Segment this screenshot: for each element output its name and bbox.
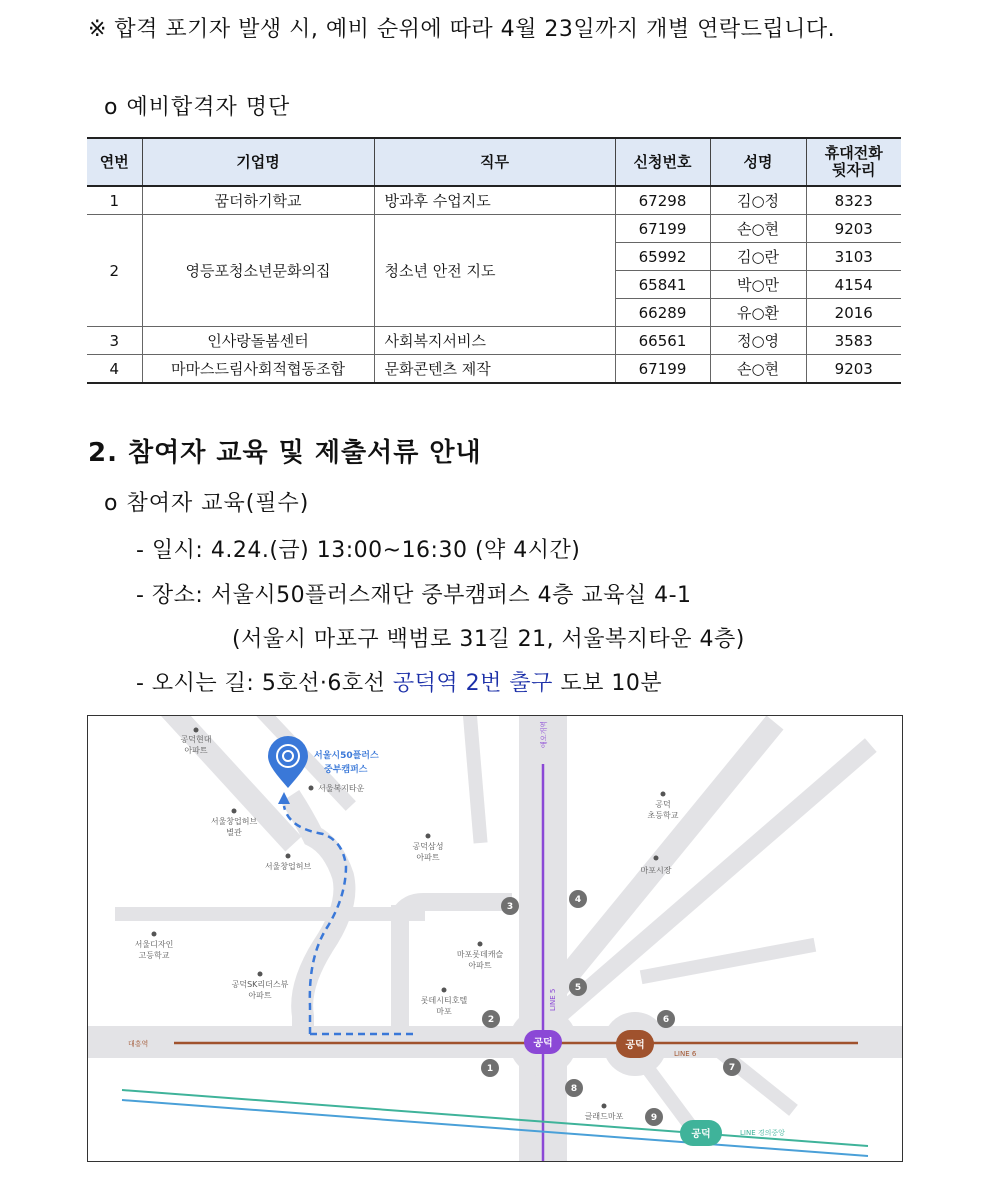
cell-phone: 3583 <box>806 327 901 355</box>
exit-5-marker <box>569 978 587 996</box>
welfare-town-label: 서울복지타운 <box>318 784 365 793</box>
samsung-label-1: 공덕삼성 <box>412 842 444 851</box>
exit-8-marker <box>565 1079 583 1097</box>
location-map <box>87 715 903 1162</box>
cell-app-no: 65841 <box>615 271 710 299</box>
exit-2-marker <box>482 1010 500 1028</box>
cell-phone: 4154 <box>806 271 901 299</box>
col-header-company: 기업명 <box>142 138 374 186</box>
glad-mapo-label: 글래드마포 <box>584 1112 624 1121</box>
svg-text:4: 4 <box>574 895 582 905</box>
line5-top-label: 애오개역 <box>540 720 548 748</box>
col-header-no: 연번 <box>87 138 142 186</box>
exit-1-marker <box>481 1059 499 1077</box>
cell-app-no: 65992 <box>615 243 710 271</box>
cell-name: 김○정 <box>710 186 806 215</box>
svg-text:2: 2 <box>487 1015 495 1025</box>
exit-9-marker <box>645 1108 663 1126</box>
cell-name: 박○만 <box>710 271 806 299</box>
cell-job: 방과후 수업지도 <box>374 186 615 215</box>
cell-phone: 9203 <box>806 355 901 384</box>
station-line6-label: 공덕 <box>625 1040 645 1051</box>
cell-phone: 2016 <box>806 299 901 327</box>
lotte-hotel-label-1: 롯데시티호텔 <box>420 996 468 1005</box>
svg-text:1: 1 <box>486 1064 494 1074</box>
table-row <box>87 327 901 355</box>
svg-text:3: 3 <box>506 902 514 912</box>
cell-company: 인사랑돌봄센터 <box>142 327 374 355</box>
hub-label: 서울창업허브 <box>264 862 312 871</box>
cell-no: 4 <box>87 355 142 384</box>
route-prefix: - 오시는 길: 5호선·6호선 <box>136 671 393 696</box>
hyundai-label-2: 아파트 <box>184 746 208 755</box>
exit-4-marker <box>569 890 587 908</box>
school-label-2: 초등학교 <box>647 811 679 820</box>
cell-name: 손○현 <box>710 355 806 384</box>
table-row <box>87 215 901 243</box>
station-line5 <box>524 1030 562 1054</box>
gyeongui-track <box>122 1090 868 1146</box>
cell-name: 김○란 <box>710 243 806 271</box>
education-route <box>136 666 662 697</box>
map-roads <box>88 716 902 1161</box>
cell-name: 정○영 <box>710 327 806 355</box>
destination-label-2: 중부캠퍼스 <box>324 765 368 775</box>
cell-phone: 8323 <box>806 186 901 215</box>
col-header-name: 성명 <box>710 138 806 186</box>
exit-7-marker <box>723 1058 741 1076</box>
svg-text:9: 9 <box>650 1113 658 1123</box>
station-line6 <box>616 1030 654 1058</box>
gyeongui-label: LINE 경의중앙 <box>740 1129 785 1137</box>
education-subtitle: o 참여자 교육(필수) <box>104 491 310 516</box>
cell-app-no: 67199 <box>615 215 710 243</box>
table-row <box>87 355 901 384</box>
cell-no: 1 <box>87 186 142 215</box>
notice-text: ※ 합격 포기자 발생 시, 예비 순위에 따라 4월 23일까지 개별 연락드립니다. <box>88 17 836 42</box>
lotte-castle-label-1: 마포롯데캐슬 <box>456 950 504 959</box>
cell-name: 유○환 <box>710 299 806 327</box>
cell-phone: 3103 <box>806 243 901 271</box>
exit-6-marker <box>657 1010 675 1028</box>
table-row <box>87 186 901 215</box>
cell-app-no: 66289 <box>615 299 710 327</box>
cell-app-no: 67298 <box>615 186 710 215</box>
cell-company: 영등포청소년문화의집 <box>142 215 374 327</box>
destination-label-1: 서울시50플러스 <box>314 751 379 761</box>
col-header-job: 직무 <box>374 138 615 186</box>
destination-pin-icon <box>268 736 308 788</box>
cell-phone: 9203 <box>806 215 901 243</box>
cell-job: 문화콘텐츠 제작 <box>374 355 615 384</box>
map-graphic <box>88 716 902 1161</box>
sk-label-1: 공덕SK리더스뷰 <box>231 980 289 989</box>
cell-no: 2 <box>87 215 142 327</box>
hub-annex-label-2: 별관 <box>226 828 242 837</box>
design-school-label-1: 서울디자인 <box>134 940 174 949</box>
svg-text:5: 5 <box>574 983 582 993</box>
design-school-label-2: 고등학교 <box>138 951 170 960</box>
education-address: (서울시 마포구 백범로 31길 21, 서울복지타운 4층) <box>232 627 745 652</box>
col-header-app-no: 신청번호 <box>615 138 710 186</box>
reserve-list-table <box>87 137 901 384</box>
section-2-title: 2. 참여자 교육 및 제출서류 안내 <box>88 438 482 468</box>
cell-no: 3 <box>87 327 142 355</box>
cell-company: 꿈더하기학교 <box>142 186 374 215</box>
col-header-phone: 휴대전화 뒷자리 <box>806 138 901 186</box>
station-line5-label: 공덕 <box>533 1038 553 1049</box>
table-header-row <box>87 138 901 186</box>
line6-label: LINE 6 <box>674 1050 697 1058</box>
education-date: - 일시: 4.24.(금) 13:00~16:30 (약 4시간) <box>136 538 581 563</box>
gyeongui-track-2 <box>122 1100 868 1156</box>
reserve-list-title: o 예비합격자 명단 <box>104 95 291 120</box>
hub-annex-label-1: 서울창업허브 <box>210 817 258 826</box>
samsung-label-2: 아파트 <box>416 853 440 862</box>
route-suffix: 도보 10분 <box>552 671 663 696</box>
cell-app-no: 67199 <box>615 355 710 384</box>
svg-text:6: 6 <box>662 1015 670 1025</box>
cell-job: 사회복지서비스 <box>374 327 615 355</box>
station-gyeongui <box>680 1120 722 1146</box>
hyundai-label-1: 공덕현대 <box>180 735 212 744</box>
lotte-hotel-label-2: 마포 <box>436 1007 452 1016</box>
school-label-1: 공덕 <box>655 800 671 809</box>
exit-3-marker <box>501 897 519 915</box>
lotte-castle-label-2: 아파트 <box>468 961 492 970</box>
svg-text:7: 7 <box>728 1063 736 1073</box>
line5-label: LINE 5 <box>549 988 557 1011</box>
station-gyeongui-label: 공덕 <box>691 1129 711 1140</box>
sk-label-2: 아파트 <box>248 991 272 1000</box>
cell-name: 손○현 <box>710 215 806 243</box>
cell-app-no: 66561 <box>615 327 710 355</box>
cell-job: 청소년 안전 지도 <box>374 215 615 327</box>
daeheung-label: 대흥역 <box>128 1040 149 1048</box>
cell-company: 마마스드림사회적협동조합 <box>142 355 374 384</box>
route-highlight: 공덕역 2번 출구 <box>392 671 553 696</box>
education-place: - 장소: 서울시50플러스재단 중부캠퍼스 4층 교육실 4-1 <box>136 583 692 608</box>
svg-text:8: 8 <box>570 1084 578 1094</box>
market-label: 마포시장 <box>640 866 672 875</box>
